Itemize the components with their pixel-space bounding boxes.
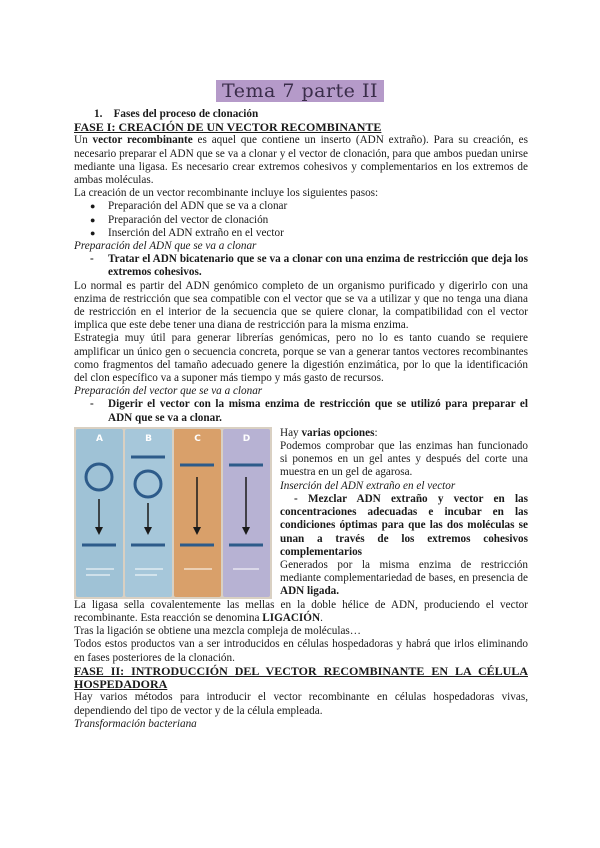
document-body	[74, 108, 528, 731]
fase1-paragraph-7: Todos estos productos van a ser introducidos en células hospedadoras y habrá que irlos eliminando en fases posteriores de la clonación.	[74, 638, 528, 664]
figure-panel-c	[174, 429, 221, 597]
dash-item-2: - Digerir el vector con la misma enzima de restricción que se utilizó para preparar el ADN que se va a clonar.	[90, 398, 528, 424]
gel-paragraph: Podemos comprobar que las enzimas han funcionado si ponemos en un gel antes y después del corte una muestra en un gel de agarosa.	[280, 440, 528, 479]
subheading-prep-adn: Preparación del ADN que se va a clonar	[74, 240, 257, 253]
options-line: Hay varias opciones:	[280, 426, 378, 439]
step-item: ● Inserción del ADN extraño en el vector	[74, 227, 528, 240]
fase1-paragraph-3: Lo normal es partir del ADN genómico completo de un organismo purificado y digerirlo con una enzima de restricción que sea compatible con el vector que se va a utilizar y que no tenga una diana de restricción en el interior de la secuencia que se quiere clonar, la compatibilidad con el vector implica que este debe tener una diana de restricción para la misma enzima.	[74, 279, 528, 332]
section-number: 1.	[94, 108, 103, 120]
subheading-transformacion: Transformación bacteriana	[74, 717, 197, 730]
subheading-insercion: Inserción del ADN extraño en el vector	[280, 479, 456, 492]
dash-item-1: - Tratar el ADN bicatenario que se va a clonar con una enzima de restricción que deja los extremos cohesivos.	[90, 253, 528, 279]
section-title: Fases del proceso de clonación	[113, 108, 259, 120]
fase1-paragraph-4: Estrategia muy útil para generar librerías genómicas, pero no lo es tanto cuando se requiere amplificar un único gen o secuencia concreta, porque se van a generar tantos vectores recombinantes como fragmentos del tamaño adecuado genere la digestión enzimática, por lo que la identificación del clon específico va a suponer más tiempo y más gasto de recursos.	[74, 332, 528, 385]
step-item: ● Preparación del ADN que se va a clonar	[74, 200, 528, 213]
fase1-paragraph-6: Tras la ligación se obtiene una mezcla compleja de moléculas…	[74, 625, 361, 638]
panel-label: C	[194, 433, 201, 444]
fase1-heading: FASE I: CREACIÓN DE UN VECTOR RECOMBINANTE	[74, 120, 382, 135]
panel-label: B	[145, 433, 152, 444]
figure-panel-a	[76, 429, 123, 597]
title-block	[0, 80, 600, 102]
fase2-paragraph-1: Hay varios métodos para introducir el vector recombinante en células hospedadoras vivas, dependiendo del tipo de vector y de la célula empleada.	[74, 691, 528, 717]
figure-panel-b	[125, 429, 172, 597]
ligase-paragraph: Generados por la misma enzima de restricción mediante complementariedad de bases, en presencia de ADN ligada.	[280, 558, 528, 598]
step-item: ● Preparación del vector de clonación	[74, 214, 528, 227]
ligated-vector-diagram	[223, 429, 269, 595]
cut-vector-diagram	[174, 429, 220, 595]
page-title: Tema 7 parte II	[216, 80, 384, 102]
figure-row	[74, 427, 528, 599]
panel-label: D	[242, 433, 251, 444]
fase2-heading: FASE II: INTRODUCCIÓN DEL VECTOR RECOMBINANTE EN LA CÉLULA HOSPEDADORA	[74, 663, 528, 692]
fase1-paragraph-1: Un vector recombinante es aquel que contiene un inserto (ADN extraño). Para su creación, es necesario preparar el ADN que se va a clonar y el vector de clonación, para que ambos puedan unirse mediante una ligasa. Es necesario crear extremos cohesivos y complementarios en los extremos de ambas moléculas.	[74, 134, 528, 187]
fase1-paragraph-2: La creación de un vector recombinante incluye los siguientes pasos:	[74, 187, 379, 200]
steps-list	[74, 200, 528, 240]
subheading-prep-vector: Preparación del vector que se va a clonar	[74, 385, 263, 398]
term-vector-recombinante: vector recombinante	[92, 134, 193, 147]
fase1-paragraph-5: La ligasa sella covalentemente las mellas en la doble hélice de ADN, produciendo el vector recombinante. Esta reacción se denomina LIGACIÓN.	[74, 598, 528, 625]
dash-item-3: - Mezclar ADN extraño y vector en las concentraciones adecuadas e incubar en las condiciones óptimas para que las dos moléculas se unan a través de los extremos cohesivos complementarios	[280, 492, 528, 558]
dna-fragment-diagram	[125, 429, 171, 595]
panel-label: A	[96, 433, 103, 444]
cloning-figure	[74, 427, 272, 599]
plasmid-diagram	[76, 429, 122, 595]
figure-panel-d	[223, 429, 270, 597]
figure-side-text	[280, 427, 528, 599]
